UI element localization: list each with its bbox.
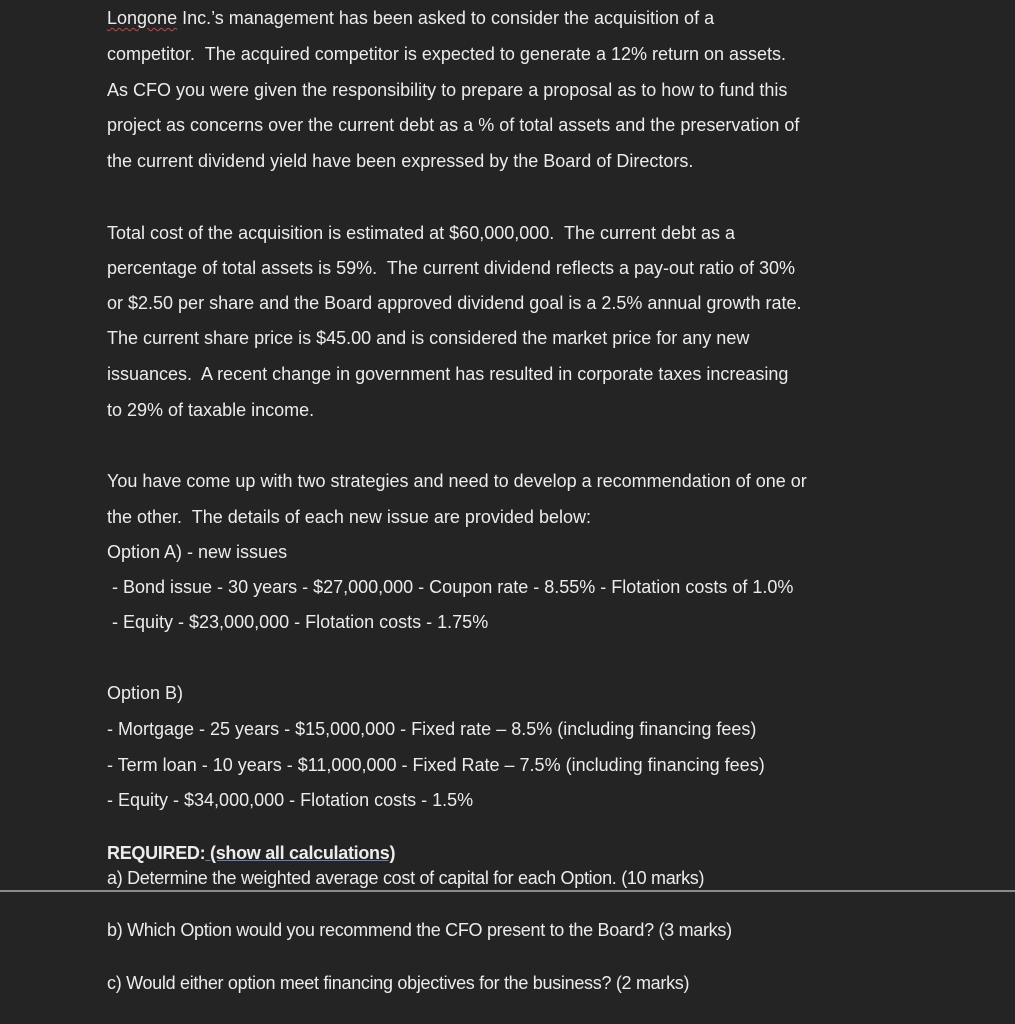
divider: [0, 890, 1015, 892]
option-b-equity: - Equity - $34,000,000 - Flotation costs - 1.5%: [107, 790, 474, 810]
p2-line-2: percentage of total assets is 59%. The current dividend reflects a pay-out ratio of 30%: [107, 258, 796, 278]
p2-line-1: Total cost of the acquisition is estimated at $60,000,000. The current debt as a: [107, 223, 736, 243]
option-b-term-loan: - Term loan - 10 years - $11,000,000 - Fixed Rate – 7.5% (including financing fees): [107, 755, 765, 775]
p1-line-3: As CFO you were given the responsibility to prepare a proposal as to how to fund this: [107, 80, 788, 100]
question-a: a) Determine the weighted average cost of capital for each Option. (10 marks): [107, 868, 705, 888]
question-c: c) Would either option meet financing objectives for the business? (2 marks): [107, 973, 690, 993]
p2-line-6: to 29% of taxable income.: [107, 400, 315, 420]
option-b-heading: Option B): [107, 683, 184, 703]
p2-line-3: or $2.50 per share and the Board approved dividend goal is a 2.5% annual growth rate.: [107, 293, 802, 313]
p1-line-2: competitor. The acquired competitor is expected to generate a 12% return on assets.: [107, 44, 787, 64]
option-a-bond: - Bond issue - 30 years - $27,000,000 - Coupon rate - 8.55% - Flotation costs of 1.0%: [107, 577, 794, 597]
p2-line-5: issuances. A recent change in government has resulted in corporate taxes increasing: [107, 364, 789, 384]
option-b-mortgage: - Mortgage - 25 years - $15,000,000 - Fixed rate – 8.5% (including financing fees): [107, 719, 757, 739]
p3-line-1: You have come up with two strategies and need to develop a recommendation of one or: [107, 471, 807, 491]
p1-line-1: Longone Inc.’s management has been asked to consider the acquisition of a: [107, 8, 715, 28]
question-b: b) Which Option would you recommend the CFO present to the Board? (3 marks): [107, 920, 732, 940]
misspelled-word[interactable]: Longone: [107, 8, 178, 28]
p1-line-4: project as concerns over the current debt as a % of total assets and the preservation of: [107, 115, 800, 135]
required-heading: REQUIRED: (show all calculations): [107, 843, 396, 863]
option-a-equity: - Equity - $23,000,000 - Flotation costs - 1.75%: [107, 612, 489, 632]
p3-line-2: the other. The details of each new issue are provided below:: [107, 507, 591, 527]
p2-line-4: The current share price is $45.00 and is considered the market price for any new: [107, 328, 750, 348]
p1-line-5: the current dividend yield have been expressed by the Board of Directors.: [107, 151, 694, 171]
option-a-heading: Option A) - new issues: [107, 542, 288, 562]
